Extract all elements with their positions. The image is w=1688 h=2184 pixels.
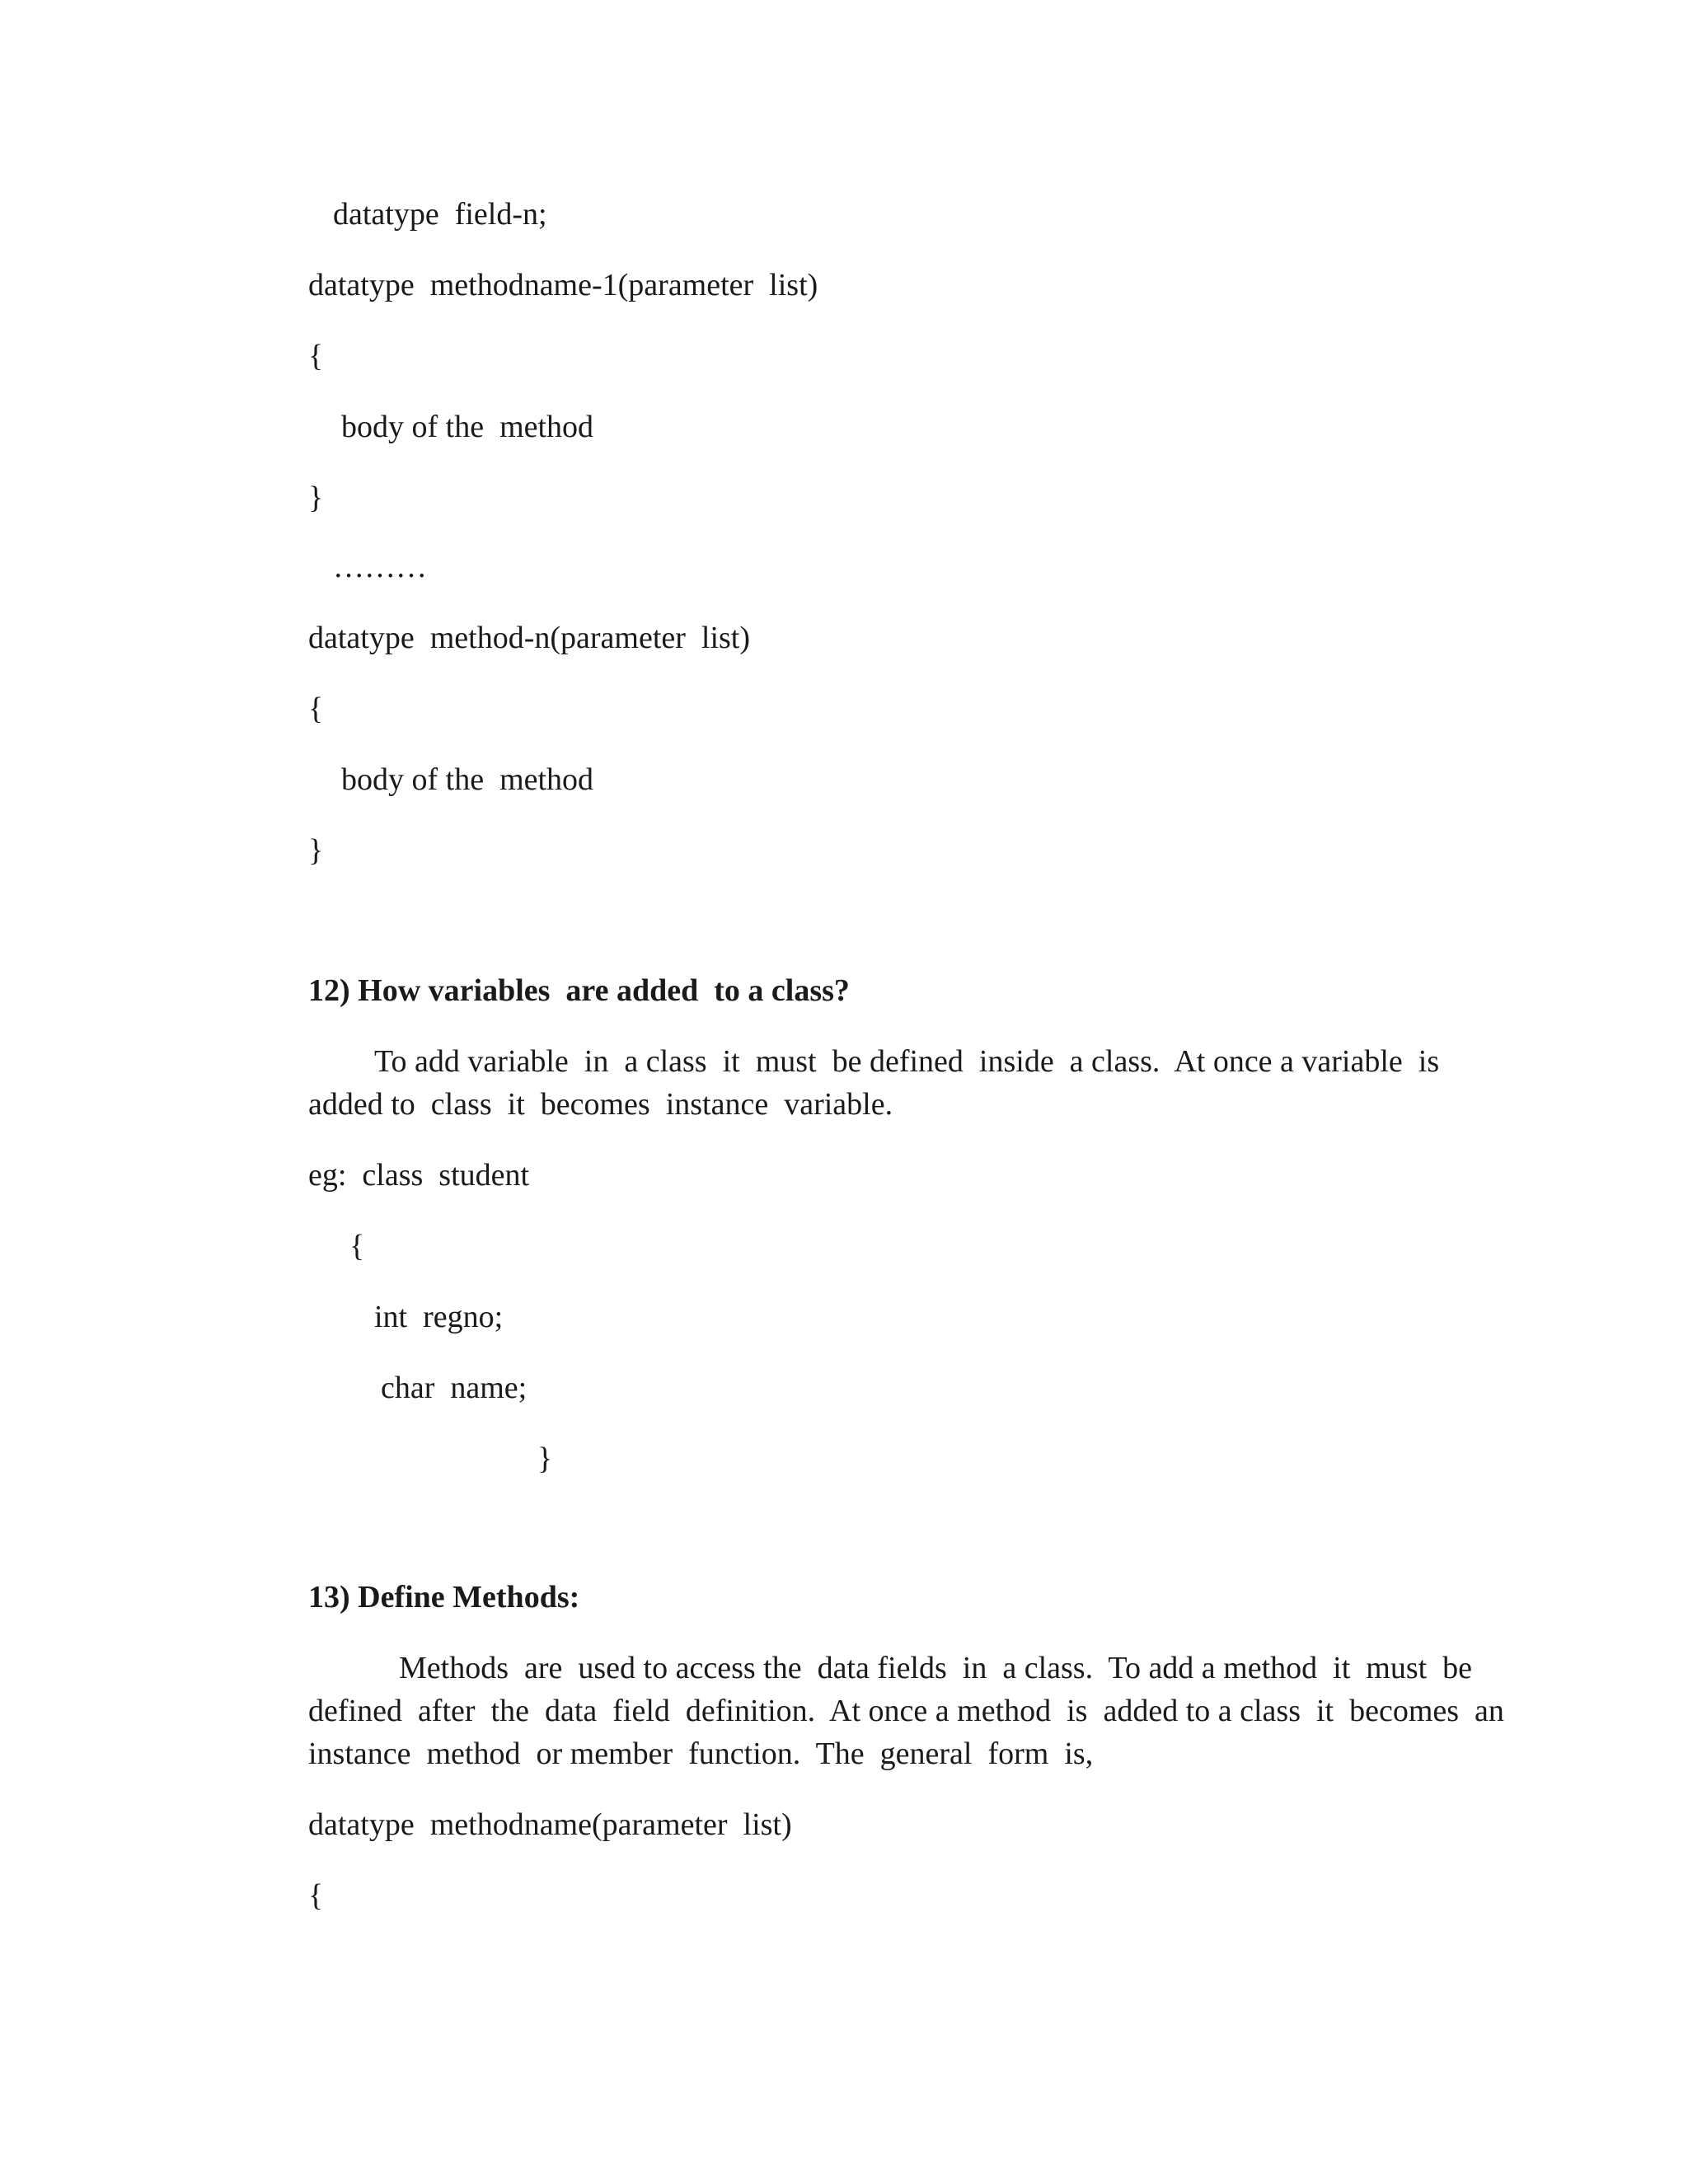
code-line-ellipsis: ……… (333, 550, 427, 584)
example-open-brace: { (349, 1229, 365, 1263)
section-12-paragraph-line-1: To add variable in a class it must be defined inside a class. At once a variable is (374, 1044, 1440, 1079)
code-line-method-1-signature: datatype methodname-1(parameter list) (308, 268, 818, 302)
code-line-close-brace: } (308, 480, 324, 515)
code-line-method-n-signature: datatype method-n(parameter list) (308, 621, 751, 655)
section-13-paragraph-line-1: Methods are used to access the data fields in a class. To add a method it must be (399, 1651, 1473, 1685)
code-line-field-n: datatype field-n; (333, 197, 547, 232)
section-13-heading: 13) Define Methods: (308, 1580, 580, 1615)
section-12-paragraph-line-2: added to class it becomes instance variable. (308, 1087, 893, 1122)
example-close-brace: } (537, 1441, 553, 1476)
code-line-method-body: body of the method (341, 762, 594, 797)
section-13-paragraph-line-2: defined after the data field definition. At once a method is added to a class it becomes an (308, 1694, 1504, 1728)
code-line-close-brace: } (308, 833, 324, 868)
code-line-methodname-signature: datatype methodname(parameter list) (308, 1807, 792, 1842)
section-12-heading: 12) How variables are added to a class? (308, 973, 850, 1008)
section-13-paragraph-line-3: instance method or member function. The general form is, (308, 1736, 1094, 1771)
code-line-open-brace: { (308, 1878, 324, 1913)
example-class-declaration: eg: class student (308, 1158, 530, 1193)
example-field-regno: int regno; (374, 1300, 504, 1334)
code-line-open-brace: { (308, 691, 324, 726)
code-line-open-brace: { (308, 339, 324, 373)
code-line-method-body: body of the method (341, 410, 594, 444)
example-field-name: char name; (381, 1371, 528, 1405)
